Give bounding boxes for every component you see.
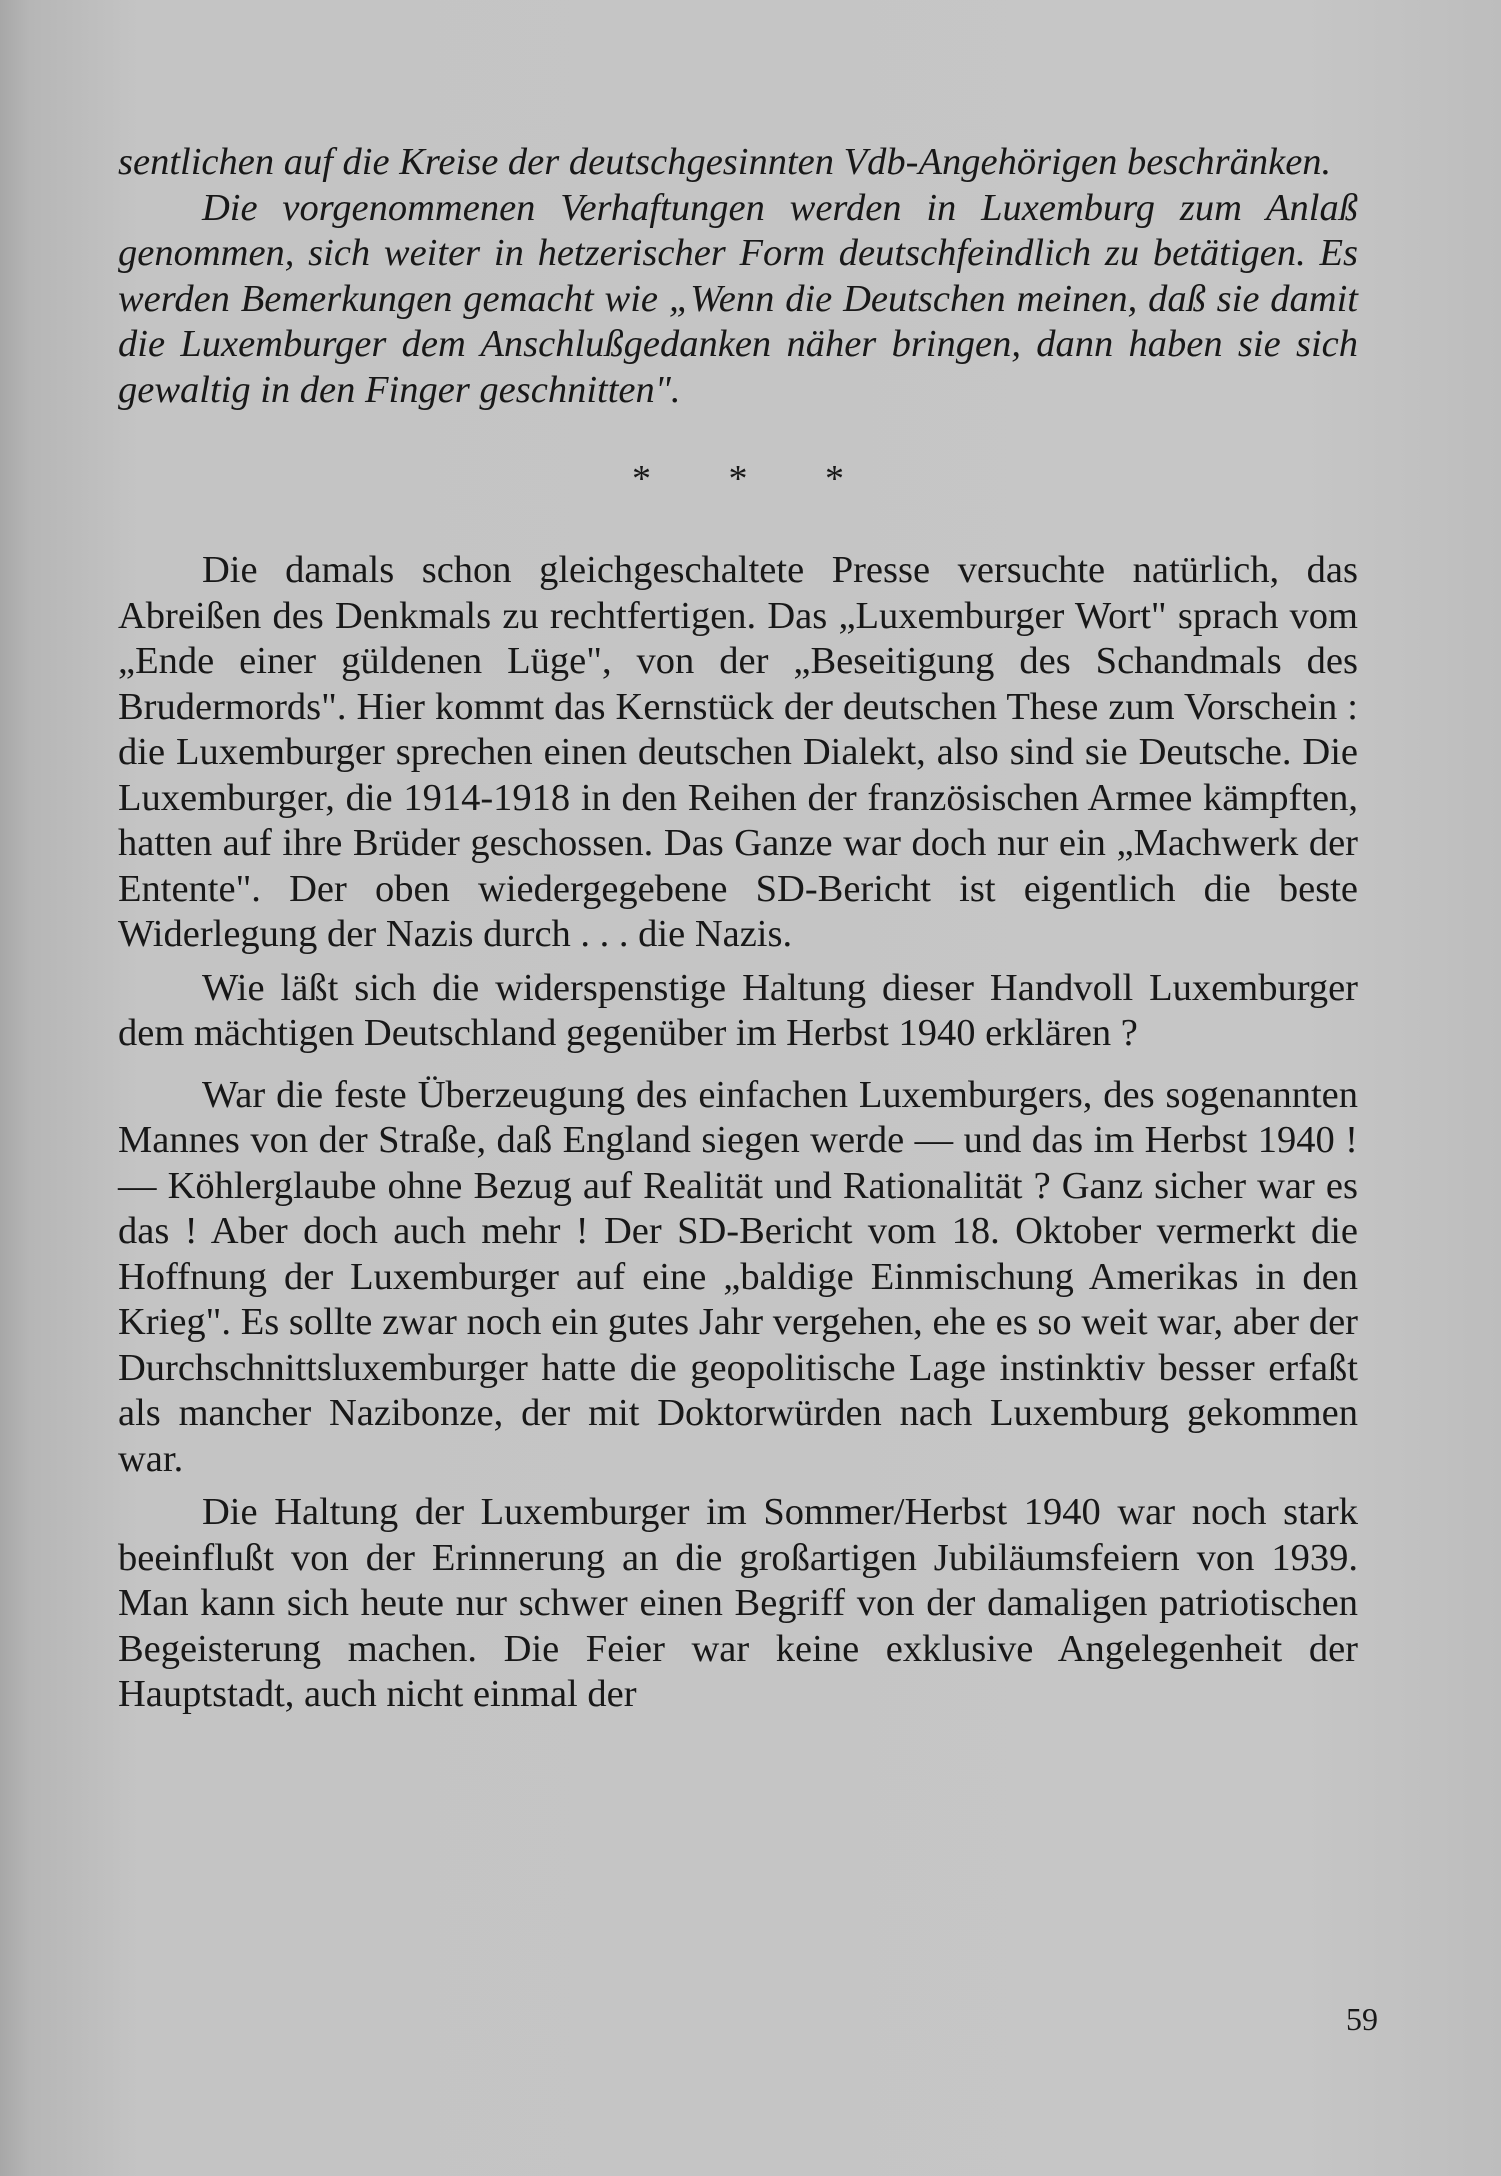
paragraph-conviction: War die feste Überzeugung des einfachen Luxemburgers, des sogenannten Mannes von der Straße, daß England siegen werde — und das im Herbst 1940 ! — Köhlerglaube ohne Bezug auf Realität und Rationalität ? Ganz sicher war es das ! Aber doch auch mehr ! Der SD-Bericht vom 18. Oktober vermerkt die Hoffnung der Luxemburger auf eine „baldige Einmischung Amerikas in den Krieg". Es sollte zwar noch ein gutes Jahr vergehen, ehe es so weit war, aber der Durchschnittsluxemburger hatte die geopolitische Lage instinktiv besser erfaßt als mancher Nazibonze, der mit Doktorwürden nach Luxemburg gekommen war. [118,1073,1358,1480]
paragraph-quote-arrests: Die vorgenommenen Verhaftungen werden in Luxemburg zum Anlaß genommen, sich weiter in hetzerischer Form deutschfeindlich zu betätigen. Es werden Bemerkungen gemacht wie „Wenn die Deutschen meinen, daß sie damit die Luxemburger dem Anschlußgedanken näher bringen, dann haben sie sich gewaltig in den Finger geschnitten". [118,186,1358,411]
section-separator: * * * [632,458,878,500]
page-number: 59 [1346,2001,1378,2037]
paragraph-question: Wie läßt sich die widerspenstige Haltung dieser Handvoll Luxemburger dem mächtigen Deutschland gegenüber im Herbst 1940 erklären ? [118,966,1358,1054]
paragraph-quote-continuation: sentlichen auf die Kreise der deutschgesinnten Vdb-Angehörigen beschränken. [118,141,1332,183]
paragraph-attitude: Die Haltung der Luxemburger im Sommer/Herbst 1940 war noch stark beeinflußt von der Erinnerung an die großartigen Jubiläumsfeiern von 1939. Man kann sich heute nur schwer einen Begriff von der damaligen patriotischen Begeisterung machen. Die Feier war keine exklusive Angelegenheit der Hauptstadt, auch nicht einmal der [118,1491,1358,1715]
paragraph-press: Die damals schon gleichgeschaltete Presse versuchte natürlich, das Abreißen des Denkmals zu rechtfertigen. Das „Luxemburger Wort" sprach vom „Ende einer güldenen Lüge", von der „Beseitigung des Schandmals des Brudermords". Hier kommt das Kernstück der deutschen These zum Vorschein : die Luxemburger sprechen einen deutschen Dialekt, also sind sie Deutsche. Die Luxemburger, die 1914-1918 in den Reihen der französischen Armee kämpften, hatten auf ihre Brüder geschossen. Das Ganze war doch nur ein „Machwerk der Entente". Der oben wiedergegebene SD-Bericht ist eigentlich die beste Widerlegung der Nazis durch . . . die Nazis. [118,549,1358,955]
page-text [118,140,1358,1718]
